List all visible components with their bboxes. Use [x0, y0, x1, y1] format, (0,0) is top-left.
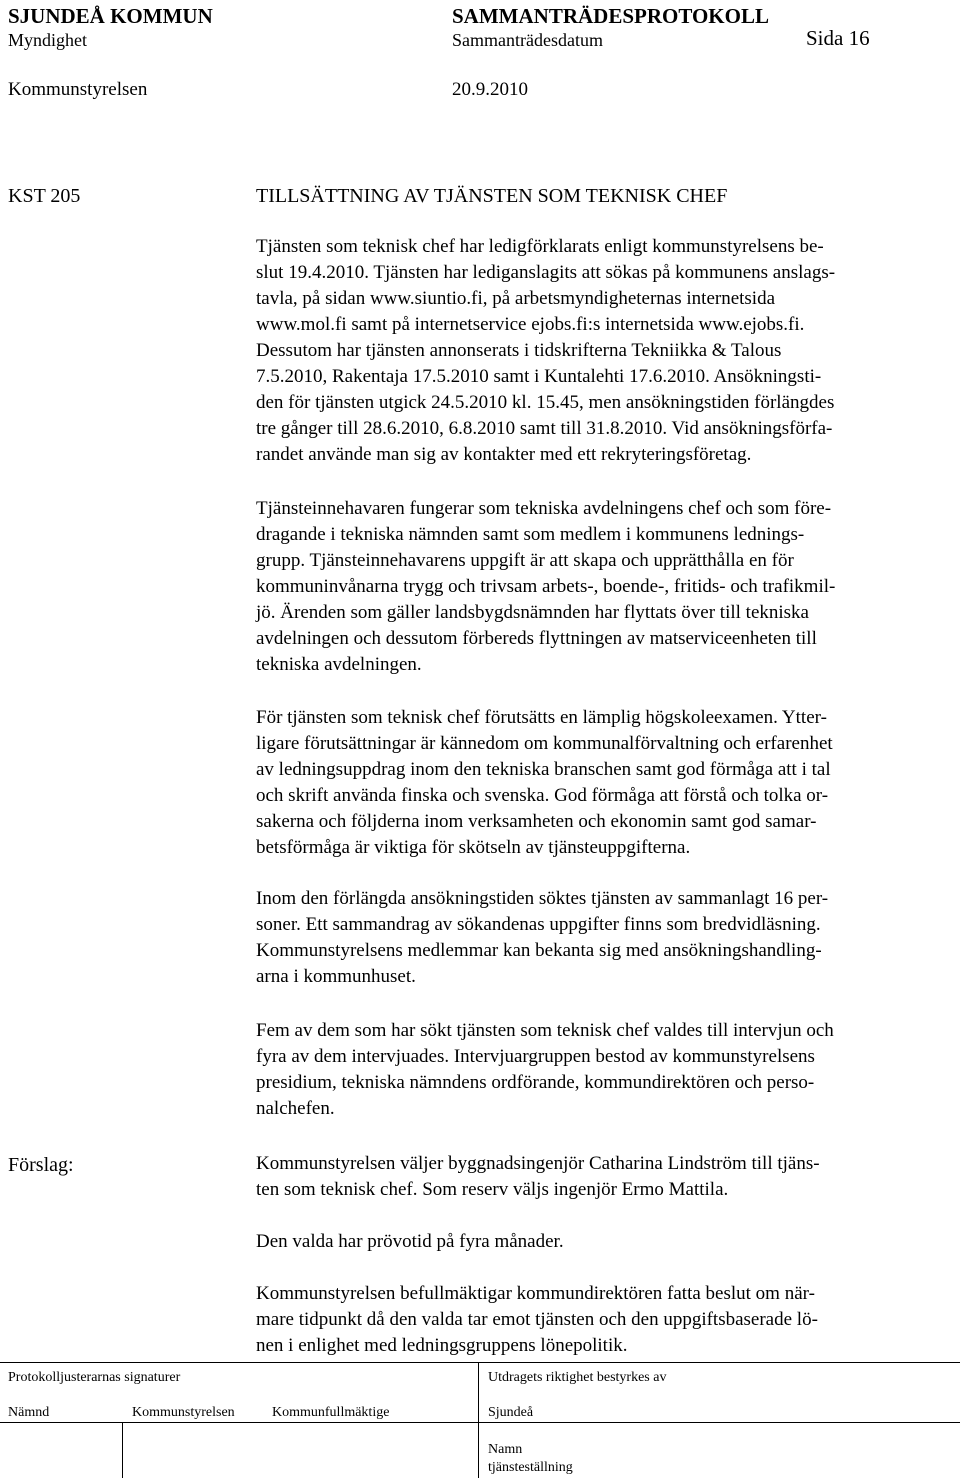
text-line: randet använde man sig av kontakter med ett rekryteringsföretag. — [256, 444, 752, 465]
body-kommunstyrelsen: Kommunstyrelsen — [132, 1405, 235, 1420]
meeting-date-label: Sammanträdesdatum — [452, 30, 603, 50]
text-line: Inom den förlängda ansökningstiden söktes tjänsten av sammanlagt 16 per- — [256, 888, 829, 909]
paragraph-applicants — [256, 886, 956, 990]
text-line: 7.5.2010, Rakentaja 17.5.2010 samt i Kuntalehti 17.6.2010. Ansökningsti- — [256, 366, 822, 387]
text-line: Kommunstyrelsen befullmäktigar kommundirektören fatta beslut om när- — [256, 1283, 815, 1304]
paragraph-announcement — [256, 234, 956, 468]
text-line: Den valda har prövotid på fyra månader. — [256, 1231, 564, 1252]
paragraph-interviews — [256, 1018, 956, 1122]
text-line: av ledningsuppdrag inom den tekniska branschen samt god förmåga att i tal — [256, 759, 831, 780]
signatures-label: Protokolljusterarnas signaturer — [8, 1370, 181, 1385]
text-line: sakerna och följderna inom verksamheten och ekonomin samt god samar- — [256, 811, 817, 832]
section-number: KST 205 — [8, 185, 81, 207]
text-line: Tjänsten som teknisk chef har ledigförklarats enligt kommunstyrelsens be- — [256, 236, 824, 257]
text-line: Kommunstyrelsens medlemmar kan bekanta sig med ansökningshandling- — [256, 940, 822, 961]
text-line: tekniska avdelningen. — [256, 654, 422, 675]
document-type: SAMMANTRÄDESPROTOKOLL — [452, 4, 769, 28]
text-line: och skrift använda finska och svenska. God förmåga att förstå och tolka or- — [256, 785, 829, 806]
text-line: avdelningen och dessutom förbereds flyttningen av matserviceenheten till — [256, 628, 817, 649]
text-line: kommuninvånarna trygg och trivsam arbets-, boende-, fritids- och trafikmil- — [256, 576, 836, 597]
paragraph-role — [256, 496, 956, 678]
footer-middle-rule — [0, 1422, 960, 1423]
text-line: jö. Ärenden som gäller landsbygdsnämnden har flyttats över till tekniska — [256, 602, 809, 623]
text-line: ten som teknisk chef. Som reserv väljs ingenjör Ermo Mattila. — [256, 1179, 729, 1200]
org-name: SJUNDEÅ KOMMUN — [8, 4, 213, 28]
text-line: soner. Ett sammandrag av sökandenas uppgifter finns som bredvidläsning. — [256, 914, 821, 935]
position-label: tjänsteställning — [488, 1460, 573, 1475]
text-line: arna i kommunhuset. — [256, 966, 416, 987]
text-line: den för tjänsten utgick 24.5.2010 kl. 15.45, men ansökningstiden förlängdes — [256, 392, 835, 413]
paragraph-requirements — [256, 705, 956, 861]
text-line: www.mol.fi samt på internetservice ejobs.fi:s internetsida www.ejobs.fi. — [256, 314, 805, 335]
text-line: tre gånger till 28.6.2010, 6.8.2010 samt till 31.8.2010. Vid ansökningsförfa- — [256, 418, 833, 439]
place-name: Sjundeå — [488, 1405, 534, 1420]
proposal-decision — [256, 1151, 956, 1203]
body-label: Nämnd — [8, 1405, 50, 1420]
footer-column-divider — [122, 1422, 123, 1478]
section-title: TILLSÄTTNING AV TJÄNSTEN SOM TEKNISK CHEF — [256, 185, 728, 207]
text-line: nen i enlighet med ledningsgruppens lönepolitik. — [256, 1335, 628, 1356]
proposal-probation — [256, 1229, 956, 1255]
proposal-label: Förslag: — [8, 1154, 74, 1176]
name-label: Namn — [488, 1442, 523, 1457]
footer-divider — [478, 1362, 479, 1478]
text-line: För tjänsten som teknisk chef förutsätts en lämplig högskoleexamen. Ytter- — [256, 707, 827, 728]
proposal-authorization — [256, 1281, 956, 1359]
text-line: Tjänsteinnehavaren fungerar som tekniska avdelningens chef och som före- — [256, 498, 832, 519]
text-line: mare tidpunkt då den valda tar emot tjänsten och den uppgiftsbaserade lö- — [256, 1309, 818, 1330]
text-line: tavla, på sidan www.siuntio.fi, på arbetsmyndigheternas internetsida — [256, 288, 776, 309]
meeting-date: 20.9.2010 — [452, 79, 528, 100]
text-line: ligare förutsättningar är kännedom om kommunalförvaltning och erfarenhet — [256, 733, 833, 754]
certified-label: Utdragets riktighet bestyrkes av — [488, 1370, 667, 1385]
text-line: betsförmåga är viktiga för skötseln av tjänsteuppgifterna. — [256, 837, 691, 858]
body-kommunfullmaktige: Kommunfullmäktige — [272, 1405, 390, 1420]
authority-label: Myndighet — [8, 30, 87, 50]
text-line: dragande i tekniska nämnden samt som medlem i kommunens lednings- — [256, 524, 805, 545]
page-number: Sida 16 — [806, 26, 870, 50]
text-line: presidium, tekniska nämndens ordförande, kommundirektören och perso- — [256, 1072, 815, 1093]
footer-top-rule — [0, 1362, 960, 1363]
text-line: slut 19.4.2010. Tjänsten har lediganslagits att sökas på kommunens anslags- — [256, 262, 836, 283]
text-line: Dessutom har tjänsten annonserats i tidskrifterna Tekniikka & Talous — [256, 340, 782, 361]
text-line: grupp. Tjänsteinnehavarens uppgift är att skapa och upprätthålla en för — [256, 550, 794, 571]
signature-footer — [0, 1362, 960, 1478]
text-line: fyra av dem intervjuades. Intervjuargruppen bestod av kommunstyrelsens — [256, 1046, 815, 1067]
text-line: Fem av dem som har sökt tjänsten som teknisk chef valdes till intervjun och — [256, 1020, 834, 1041]
text-line: Kommunstyrelsen väljer byggnadsingenjör Catharina Lindström till tjäns- — [256, 1153, 820, 1174]
text-line: nalchefen. — [256, 1098, 335, 1119]
authority-name: Kommunstyrelsen — [8, 79, 148, 100]
